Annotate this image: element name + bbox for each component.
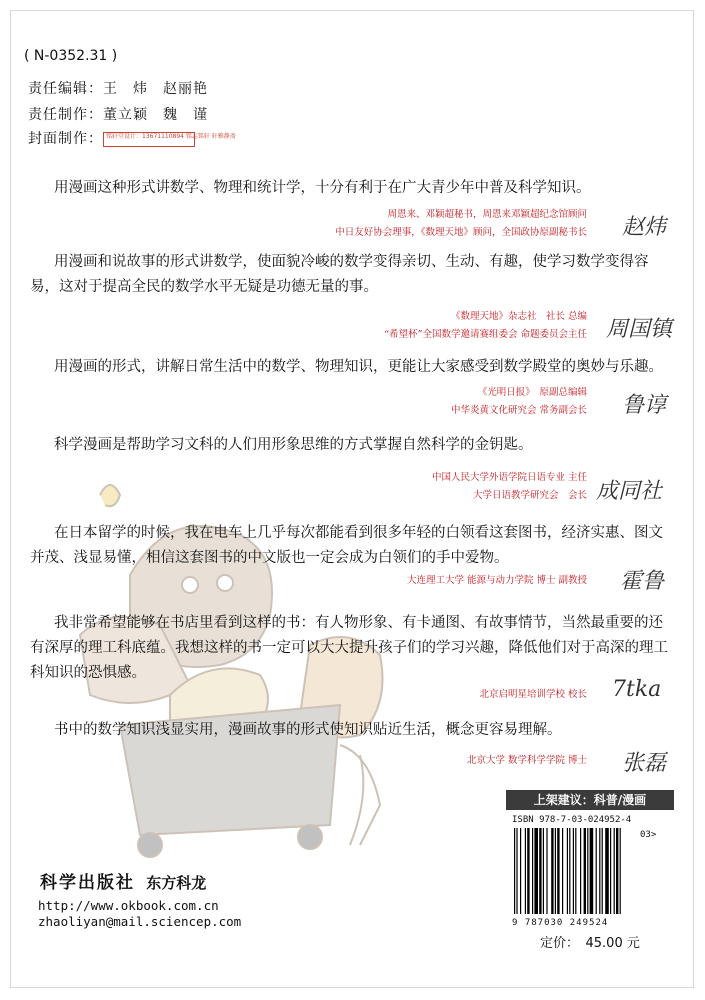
barcode-bar xyxy=(599,828,600,914)
barcode-bar xyxy=(532,828,533,914)
barcode-bar xyxy=(620,828,621,914)
publisher-logo xyxy=(40,868,206,893)
barcode-bar xyxy=(539,828,541,914)
barcode-bar xyxy=(605,828,609,914)
barcode-bar xyxy=(516,828,517,914)
editor-label: 责任编辑： xyxy=(28,81,103,97)
signature: 成同社 xyxy=(596,479,663,504)
attribution-line: 中日友好协会理事，《数理天地》顾问，全国政协原副秘书长 xyxy=(335,227,587,238)
cover-label: 封面制作： xyxy=(28,131,103,147)
cover-designer-logo: 铭轩堂设计：13671110894 铭志铭轩 轩雅静斋 xyxy=(103,132,195,147)
book-code: ( N-0352.31 ) xyxy=(24,48,118,64)
barcode-bar xyxy=(616,828,618,914)
barcode-bar xyxy=(584,828,586,914)
attribution-line: 周恩来、邓颖超秘书，周恩来邓颖超纪念馆顾问 xyxy=(387,209,587,220)
endorsement-quote: 用漫画的形式，讲解日常生活中的数学、物理知识，更能让大家感受到数学殿堂的奥妙与乐趣。 xyxy=(54,359,663,375)
production-label: 责任制作： xyxy=(28,107,103,123)
barcode-bar xyxy=(610,828,611,914)
cover-credit xyxy=(28,128,236,148)
isbn-barcode xyxy=(514,828,664,916)
publisher-partner: 东方科龙 xyxy=(146,874,207,892)
barcode-addon-code: 03> xyxy=(640,830,657,840)
barcode-bar xyxy=(546,828,547,914)
endorsement-quote: 书中的数学知识浅显实用，漫画故事的形式使知识贴近生活，概念更容易理解。 xyxy=(54,722,562,738)
isbn-text: ISBN 978-7-03-024952-4 xyxy=(512,815,632,825)
barcode-bar xyxy=(520,828,521,914)
barcode-bar xyxy=(555,828,556,914)
barcode-bar xyxy=(551,828,553,914)
endorsement-quote: 在日本留学的时候，我在电车上几乎每次都能看到很多年轻的白领看这套图书，经济实惠、图文并茂、浅显易懂，相信这套图书的中文版也一定会成为白领们的手中爱物。 xyxy=(30,525,663,566)
editor-value: 王 炜 赵丽艳 xyxy=(103,81,208,97)
attribution-line: 《数理天地》杂志社 社长 总编 xyxy=(450,311,587,322)
endorsement-attribution xyxy=(467,752,587,770)
attribution-line: 北京启明星培训学校 校长 xyxy=(479,689,587,700)
barcode-bar xyxy=(614,828,615,914)
editor-credit xyxy=(28,78,208,98)
production-value: 董立颖 魏 谨 xyxy=(103,107,208,123)
endorsement-attribution xyxy=(335,206,587,242)
attribution-line: 北京大学 数学科学学院 博士 xyxy=(466,755,587,766)
signature: 鲁谆 xyxy=(622,393,667,418)
endorsement-attribution xyxy=(451,384,587,420)
barcode-bar xyxy=(596,828,597,914)
publisher-name: 科学出版社 xyxy=(40,873,135,893)
barcode-bar xyxy=(525,828,526,914)
endorsement-quote: 科学漫画是帮助学习文科的人们用形象思维的方式掌握自然科学的金钥匙。 xyxy=(54,437,533,453)
barcode-bar xyxy=(557,828,559,914)
endorsement-quote: 我非常希望能够在书店里看到这样的书：有人物形象、有卡通图、有故事情节，当然最重要的还有深厚的理工科底蕴。我想这样的书一定可以大大提升孩子们的学习兴趣，降低他们对于高深的理工科知识的恐惧感。 xyxy=(30,615,668,681)
attribution-line: 中国人民大学外语学院日语专业 主任 xyxy=(431,472,587,483)
barcode-bar xyxy=(573,828,574,914)
endorsement-attribution xyxy=(479,686,587,704)
production-credit xyxy=(28,104,208,124)
attribution-line: 大连理工大学 能源与动力学院 博士 副教授 xyxy=(406,575,587,586)
barcode-bar xyxy=(602,828,603,914)
barcode-bar xyxy=(543,828,544,914)
endorsement-attribution xyxy=(384,308,587,344)
endorsement-attribution xyxy=(407,572,587,590)
attribution-line: 大学日语教学研究会 会长 xyxy=(472,490,587,501)
signature: 霍鲁 xyxy=(620,569,665,594)
barcode-number: 9 787030 249524 xyxy=(512,918,609,928)
signature: 赵炜 xyxy=(622,215,667,240)
barcode-bar xyxy=(562,828,563,914)
barcode-bar xyxy=(590,828,594,914)
publisher-email: zhaoliyan@mail.sciencep.com xyxy=(38,914,242,929)
publisher-website: http://www.okbook.com.cn xyxy=(38,898,219,913)
endorsement-attribution xyxy=(432,469,587,505)
barcode-bar xyxy=(580,828,581,914)
attribution-line: “希望杯”全国数学邀请赛组委会 命题委员会主任 xyxy=(384,329,587,340)
barcode-bar xyxy=(569,828,570,914)
barcode-bar xyxy=(527,828,529,914)
barcode-bar xyxy=(514,828,515,914)
barcode-bar xyxy=(534,828,538,914)
barcode-bar xyxy=(575,828,576,914)
endorsement-quote: 用漫画这种形式讲数学、物理和统计学，十分有利于在广大青少年中普及科学知识。 xyxy=(54,180,591,196)
price: 定价： 45.00 元 xyxy=(540,936,640,951)
barcode-bar xyxy=(587,828,588,914)
endorsement-quote: 用漫画和说故事的形式讲数学，使面貌冷峻的数学变得亲切、生动、有趣，使学习数学变得容易，这对于提高全民的数学水平无疑是功德无量的事。 xyxy=(30,254,649,295)
barcode-bar xyxy=(567,828,568,914)
signature: 7tka xyxy=(612,677,662,702)
signature: 张磊 xyxy=(622,751,667,776)
signature: 周国镇 xyxy=(606,317,673,342)
shelving-category-label: 上架建议：科普/漫画 xyxy=(506,790,674,810)
attribution-line: 《光明日报》 原副总编辑 xyxy=(477,387,587,398)
attribution-line: 中华炎黄文化研究会 常务副会长 xyxy=(450,405,587,416)
